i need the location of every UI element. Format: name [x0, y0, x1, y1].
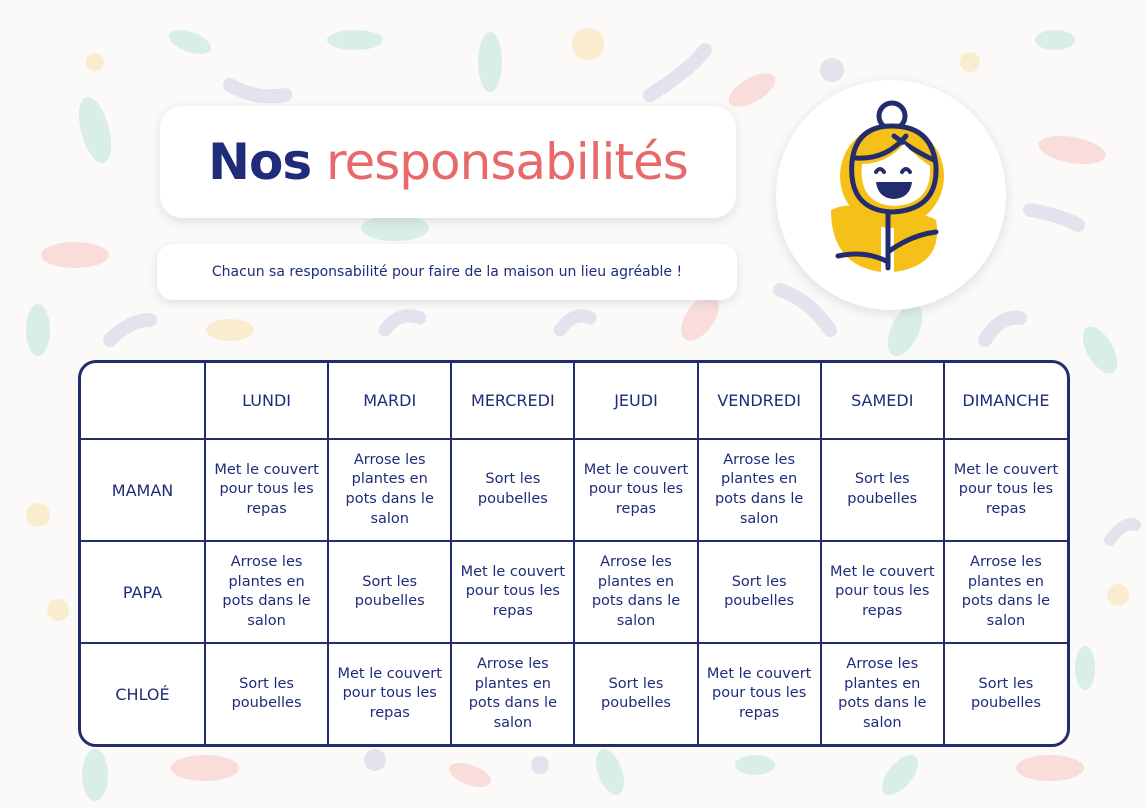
task-cell: Arrose les plantes en pots dans le salon: [574, 541, 697, 643]
person-label-maman: MAMAN: [81, 439, 205, 541]
table-header-row: [81, 363, 1067, 439]
task-cell: Met le couvert pour tous les repas: [328, 643, 451, 744]
logo-badge: [776, 80, 1006, 310]
task-cell: Met le couvert pour tous les repas: [574, 439, 697, 541]
day-header-jeudi: JEUDI: [574, 363, 697, 439]
title-card: [160, 106, 736, 218]
table-row: [81, 643, 1067, 744]
task-cell: Sort les poubelles: [328, 541, 451, 643]
subtitle-card: [157, 244, 737, 300]
day-header-dimanche: DIMANCHE: [944, 363, 1067, 439]
task-cell: Arrose les plantes en pots dans le salon: [328, 439, 451, 541]
task-cell: Sort les poubelles: [205, 643, 328, 744]
task-cell: Met le couvert pour tous les repas: [205, 439, 328, 541]
table-row: [81, 541, 1067, 643]
task-cell: Met le couvert pour tous les repas: [821, 541, 944, 643]
day-header-mardi: MARDI: [328, 363, 451, 439]
day-header-vendredi: VENDREDI: [698, 363, 821, 439]
table-row: [81, 439, 1067, 541]
task-cell: Sort les poubelles: [574, 643, 697, 744]
task-cell: Met le couvert pour tous les repas: [698, 643, 821, 744]
task-cell: Sort les poubelles: [821, 439, 944, 541]
smiling-flower-face-icon: [776, 80, 1006, 310]
task-cell: Sort les poubelles: [451, 439, 574, 541]
task-cell: Arrose les plantes en pots dans le salon: [821, 643, 944, 744]
task-cell: Arrose les plantes en pots dans le salon: [944, 541, 1067, 643]
day-header-lundi: LUNDI: [205, 363, 328, 439]
task-cell: Arrose les plantes en pots dans le salon: [451, 643, 574, 744]
corner-cell: [81, 363, 205, 439]
title-part-2: responsabilités: [326, 133, 688, 191]
page-subtitle: Chacun sa responsabilité pour faire de la maison un lieu agréable !: [211, 264, 683, 280]
title-part-1: Nos: [208, 133, 312, 191]
task-cell: Sort les poubelles: [944, 643, 1067, 744]
schedule-table: [78, 360, 1070, 747]
person-label-papa: PAPA: [81, 541, 205, 643]
task-cell: Met le couvert pour tous les repas: [944, 439, 1067, 541]
task-cell: Met le couvert pour tous les repas: [451, 541, 574, 643]
day-header-mercredi: MERCREDI: [451, 363, 574, 439]
person-label-chloe: CHLOÉ: [81, 643, 205, 744]
task-cell: Arrose les plantes en pots dans le salon: [205, 541, 328, 643]
page-title: [208, 133, 688, 191]
task-cell: Sort les poubelles: [698, 541, 821, 643]
day-header-samedi: SAMEDI: [821, 363, 944, 439]
task-cell: Arrose les plantes en pots dans le salon: [698, 439, 821, 541]
